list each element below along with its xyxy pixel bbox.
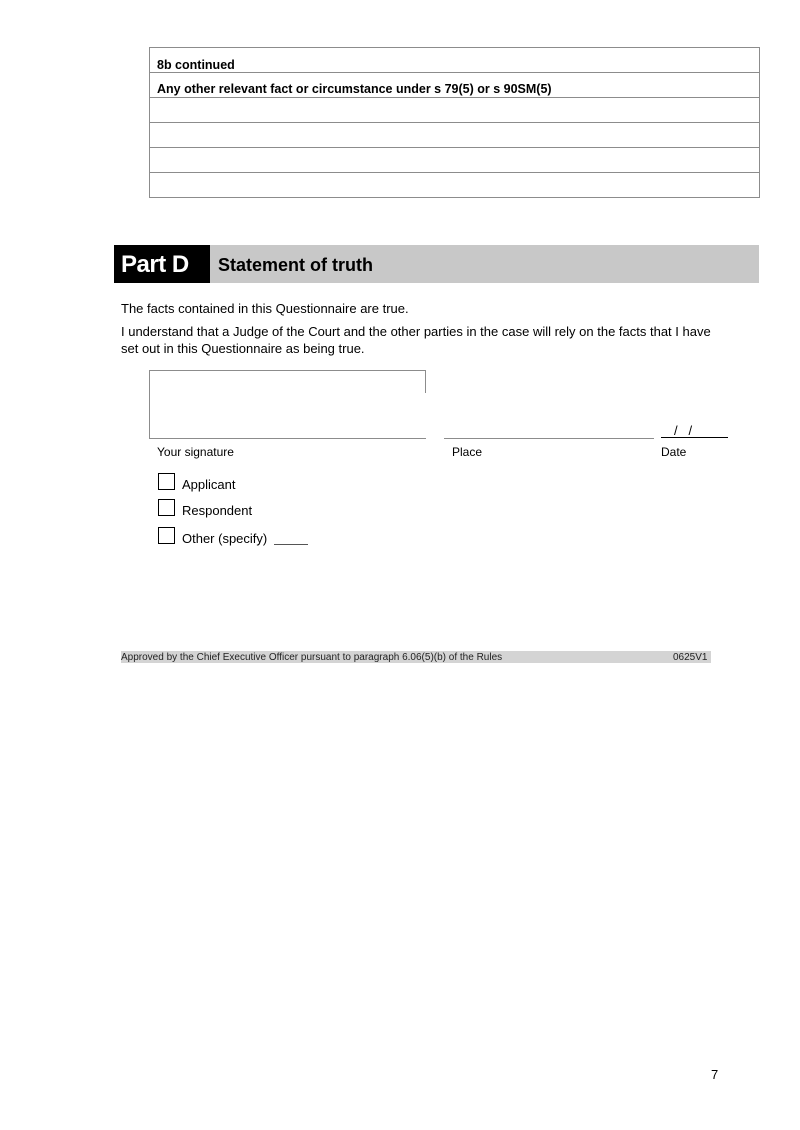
page-number: 7 — [711, 1067, 719, 1082]
applicant-label: Applicant — [182, 477, 236, 492]
other-checkbox[interactable] — [158, 527, 175, 544]
part-d-header-bar — [114, 245, 759, 283]
signature-label: Your signature — [157, 445, 234, 459]
section-8b-question: Any other relevant fact or circumstance under s 79(5) or s 90SM(5) — [150, 73, 759, 98]
statement-paragraph-2: I understand that a Judge of the Court and the other parties in the case will rely on the facts that I have set out in this Questionnaire as being true. — [121, 324, 711, 356]
applicant-checkbox[interactable] — [158, 473, 175, 490]
place-label: Place — [452, 445, 483, 459]
answer-line-1[interactable] — [150, 98, 759, 123]
respondent-label: Respondent — [182, 503, 253, 518]
part-d-title: Statement of truth — [218, 255, 373, 275]
footer-form-code: 0625V1 — [673, 652, 708, 663]
section-8b-heading: 8b continued — [150, 48, 759, 73]
place-field[interactable] — [444, 438, 654, 439]
answer-line-3[interactable] — [150, 148, 759, 173]
signature-box-edge — [425, 370, 426, 393]
statement-paragraph-1: The facts contained in this Questionnaire are true. — [121, 301, 409, 316]
other-label: Other (specify) — [182, 531, 268, 546]
other-specify-field[interactable] — [274, 544, 308, 545]
date-label: Date — [661, 445, 687, 459]
signature-box[interactable] — [149, 370, 426, 439]
respondent-checkbox[interactable] — [158, 499, 175, 516]
date-placeholder: / / — [674, 423, 693, 438]
part-d-label: Part D — [114, 245, 210, 283]
signature-line — [149, 438, 426, 439]
date-field[interactable] — [661, 437, 728, 438]
footer-approval: Approved by the Chief Executive Officer pursuant to paragraph 6.06(5)(b) of the Rules — [121, 652, 503, 663]
answer-line-2[interactable] — [150, 123, 759, 148]
section-8b-table — [149, 47, 760, 198]
answer-line-4[interactable] — [150, 173, 759, 198]
